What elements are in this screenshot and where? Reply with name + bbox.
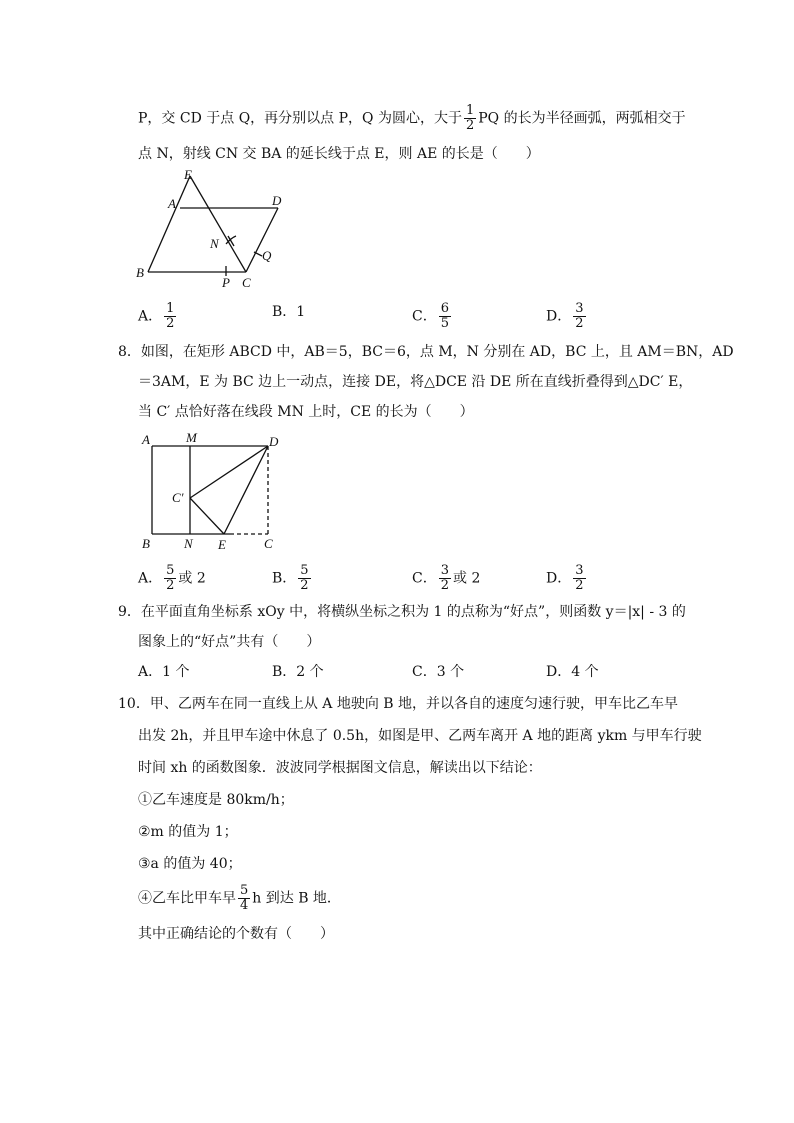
label-n: N	[184, 536, 193, 551]
label-n: N	[210, 236, 219, 251]
frac-denominator: 2	[300, 578, 309, 593]
frac-denominator: 4	[240, 898, 249, 913]
q8-option-b[interactable]	[272, 564, 313, 593]
q9-option-d[interactable]: D．4 个	[546, 664, 599, 680]
option-letter: B．	[272, 570, 297, 587]
option-letter: A．	[138, 570, 163, 587]
q8-stem-line2: ＝3AM，E 为 BC 边上一动点，连接 DE，将△DCE 沿 DE 所在直线折叠得到△DC′ E，	[138, 374, 693, 390]
q8-option-d[interactable]	[546, 564, 588, 593]
frac-numerator: 6	[440, 301, 449, 316]
frac-numerator: 5	[300, 563, 309, 578]
option-fraction	[164, 302, 176, 331]
label-q: Q	[262, 248, 272, 263]
conclusion-4-text-b: h 到达 B 地．	[252, 890, 341, 907]
q8-option-c[interactable]	[412, 564, 480, 593]
q7-option-d[interactable]	[546, 302, 588, 331]
frac-numerator: 1	[166, 301, 175, 316]
q10-conclusion-2: ②m 的值为 1；	[138, 824, 238, 840]
label-d: D	[272, 193, 282, 208]
q7-text-a: P，交 CD 于点 Q，再分别以点 P，Q 为圆心，大于	[138, 110, 462, 127]
q7-parallelogram-figure	[134, 166, 294, 290]
segment-de	[224, 446, 268, 534]
q10-conclusion-1: ①乙车速度是 80km/h；	[138, 792, 294, 808]
option-fraction	[573, 302, 585, 331]
conclusion-4-text-a: ④乙车比甲车早	[138, 890, 236, 907]
q10-conclusion-3: ③a 的值为 40；	[138, 856, 242, 872]
q8-stem-line3: 当 C′ 点恰好落在线段 MN 上时，CE 的长为（ ）	[138, 404, 474, 420]
q7-option-b[interactable]	[272, 302, 305, 322]
option-text: 1	[296, 304, 306, 320]
frac-denominator: 2	[440, 578, 449, 593]
label-p: P	[222, 275, 230, 290]
q10-question-line: 其中正确结论的个数有（ ）	[138, 926, 334, 942]
frac-denominator: 2	[465, 118, 475, 133]
label-d: D	[269, 434, 279, 449]
frac-numerator: 1	[465, 103, 475, 118]
frac-denominator: 5	[440, 316, 449, 331]
q7-text-b: PQ 的长为半径画弧，两弧相交于	[478, 110, 686, 127]
q9-stem-line1: 9．在平面直角坐标系 xOy 中，将横纵坐标之积为 1 的点称为“好点”，则函数 y＝|x| - 3 的	[118, 604, 686, 620]
option-letter: C．	[412, 308, 437, 325]
label-b: B	[136, 265, 144, 280]
q10-stem-line3: 时间 xh 的函数图象．波波同学根据图文信息，解读出以下结论：	[138, 760, 542, 776]
option-fraction	[439, 302, 451, 331]
q7-stem-line1	[138, 104, 686, 133]
q10-stem-line2: 出发 2h，并且甲车途中休息了 0.5h，如图是甲、乙两车离开 A 地的距离 ykm 与甲车行驶	[138, 728, 702, 744]
option-fraction	[439, 564, 451, 593]
q7-stem-line2: 点 N，射线 CN 交 BA 的延长线于点 E，则 AE 的长是（ ）	[138, 146, 540, 162]
q7-option-a[interactable]	[138, 302, 178, 331]
option-fraction	[298, 564, 310, 593]
frac-numerator: 3	[575, 301, 584, 316]
frac-denominator: 2	[575, 578, 584, 593]
option-letter: C．	[412, 570, 437, 587]
frac-denominator: 2	[166, 316, 175, 331]
frac-numerator: 3	[575, 563, 584, 578]
label-c: C	[242, 275, 251, 290]
segment-eb	[148, 176, 190, 272]
q10-stem-line1: 10．甲、乙两车在同一直线上从 A 地驶向 B 地，并以各自的速度匀速行驶，甲车比乙车早	[118, 696, 679, 712]
option-letter: A．	[138, 308, 163, 325]
option-letter: D．	[546, 308, 572, 325]
frac-numerator: 3	[440, 563, 449, 578]
q8-rectangle-figure	[138, 428, 288, 554]
label-b: B	[142, 536, 150, 551]
ray-ce	[190, 176, 246, 272]
frac-denominator: 2	[166, 578, 175, 593]
q9-option-a[interactable]: A．1 个	[138, 664, 190, 680]
q8-stem-line1: 8．如图，在矩形 ABCD 中，AB＝5，BC＝6，点 M，N 分别在 AD，BC 上，且 AM＝BN，AD	[118, 344, 734, 360]
q7-option-c[interactable]	[412, 302, 453, 331]
label-a: A	[168, 196, 176, 211]
label-a: A	[142, 432, 150, 447]
frac-numerator: 5	[240, 883, 249, 898]
q10-conclusion-4	[138, 884, 341, 913]
frac-numerator: 5	[166, 563, 175, 578]
label-e: E	[184, 167, 192, 182]
frac-denominator: 2	[575, 316, 584, 331]
label-c-prime: C′	[172, 490, 184, 505]
option-suffix: 或 2	[178, 570, 206, 587]
q9-stem-line2: 图象上的“好点”共有（ ）	[138, 634, 321, 650]
label-e: E	[218, 537, 226, 552]
label-m: M	[186, 430, 197, 445]
option-letter: D．	[546, 570, 572, 587]
option-fraction	[164, 564, 176, 593]
option-fraction	[573, 564, 585, 593]
option-letter: B．	[272, 304, 297, 320]
q9-option-b[interactable]: B．2 个	[272, 664, 324, 680]
option-suffix: 或 2	[453, 570, 481, 587]
segment-dc1	[190, 446, 268, 498]
segment-c1e	[190, 498, 224, 534]
q9-option-c[interactable]: C．3 个	[412, 664, 465, 680]
label-c: C	[264, 536, 273, 551]
conclusion-4-fraction	[238, 884, 250, 913]
q8-option-a[interactable]	[138, 564, 206, 593]
q7-fraction	[464, 104, 476, 133]
